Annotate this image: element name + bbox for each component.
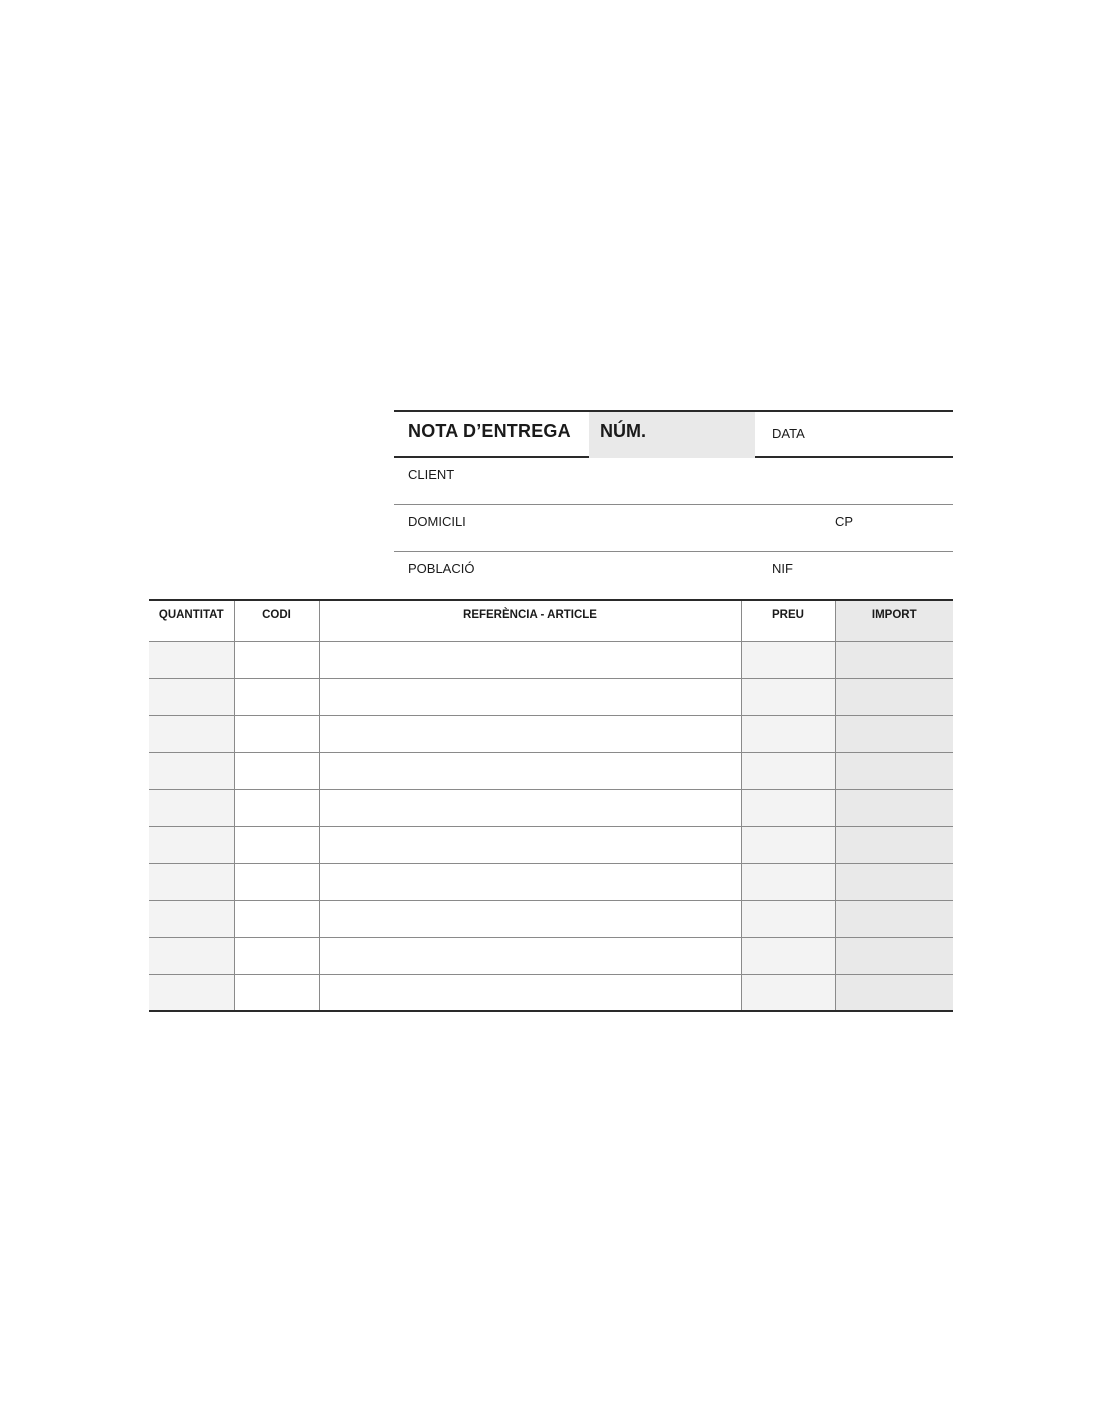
- tax-id-label: NIF: [772, 561, 793, 576]
- quantity-cell[interactable]: [149, 974, 234, 1011]
- price-cell[interactable]: [741, 678, 835, 715]
- code-cell[interactable]: [234, 974, 319, 1011]
- amount-cell[interactable]: [835, 826, 953, 863]
- amount-cell[interactable]: [835, 715, 953, 752]
- amount-cell[interactable]: [835, 789, 953, 826]
- table-row: [149, 641, 953, 678]
- price-cell[interactable]: [741, 863, 835, 900]
- price-cell[interactable]: [741, 974, 835, 1011]
- address-label: DOMICILI: [408, 514, 466, 529]
- code-cell[interactable]: [234, 789, 319, 826]
- table-row: [149, 937, 953, 974]
- quantity-cell[interactable]: [149, 678, 234, 715]
- quantity-cell[interactable]: [149, 937, 234, 974]
- items-table: [149, 599, 953, 1012]
- table-header-row: [149, 600, 953, 641]
- column-header-code: CODI: [234, 600, 319, 641]
- reference-cell[interactable]: [319, 937, 741, 974]
- quantity-cell[interactable]: [149, 641, 234, 678]
- code-cell[interactable]: [234, 900, 319, 937]
- code-cell[interactable]: [234, 752, 319, 789]
- price-cell[interactable]: [741, 715, 835, 752]
- code-cell[interactable]: [234, 937, 319, 974]
- table-row: [149, 900, 953, 937]
- reference-cell[interactable]: [319, 826, 741, 863]
- city-label: POBLACIÓ: [408, 561, 475, 576]
- reference-cell[interactable]: [319, 641, 741, 678]
- quantity-cell[interactable]: [149, 752, 234, 789]
- quantity-cell[interactable]: [149, 900, 234, 937]
- column-header-price: PREU: [741, 600, 835, 641]
- code-cell[interactable]: [234, 826, 319, 863]
- code-cell[interactable]: [234, 678, 319, 715]
- reference-cell[interactable]: [319, 863, 741, 900]
- date-label: DATA: [772, 426, 805, 441]
- reference-cell[interactable]: [319, 715, 741, 752]
- quantity-cell[interactable]: [149, 863, 234, 900]
- price-cell[interactable]: [741, 641, 835, 678]
- code-cell[interactable]: [234, 863, 319, 900]
- postal-code-label: CP: [835, 514, 854, 529]
- table-row: [149, 715, 953, 752]
- reference-cell[interactable]: [319, 678, 741, 715]
- column-header-reference: REFERÈNCIA - ARTICLE: [319, 600, 741, 641]
- column-header-quantity: QUANTITAT: [149, 600, 234, 641]
- code-cell[interactable]: [234, 641, 319, 678]
- client-row[interactable]: [394, 458, 953, 505]
- amount-cell[interactable]: [835, 863, 953, 900]
- amount-cell[interactable]: [835, 752, 953, 789]
- price-cell[interactable]: [741, 826, 835, 863]
- table-row: [149, 789, 953, 826]
- table-row: [149, 678, 953, 715]
- amount-cell[interactable]: [835, 937, 953, 974]
- address-row[interactable]: [394, 505, 953, 552]
- amount-cell[interactable]: [835, 678, 953, 715]
- quantity-cell[interactable]: [149, 789, 234, 826]
- price-cell[interactable]: [741, 752, 835, 789]
- table-row: [149, 752, 953, 789]
- reference-cell[interactable]: [319, 974, 741, 1011]
- price-cell[interactable]: [741, 900, 835, 937]
- reference-cell[interactable]: [319, 752, 741, 789]
- quantity-cell[interactable]: [149, 715, 234, 752]
- amount-cell[interactable]: [835, 900, 953, 937]
- city-row[interactable]: [394, 552, 953, 599]
- document-title: NOTA D’ENTREGA: [408, 421, 571, 441]
- client-label: CLIENT: [408, 467, 455, 482]
- items-body: [149, 641, 953, 1011]
- price-cell[interactable]: [741, 789, 835, 826]
- table-row: [149, 974, 953, 1011]
- delivery-note-header: [394, 410, 953, 599]
- number-label: NÚM.: [600, 421, 646, 441]
- reference-cell[interactable]: [319, 900, 741, 937]
- number-field[interactable]: [589, 412, 755, 458]
- column-header-amount: IMPORT: [835, 600, 953, 641]
- price-cell[interactable]: [741, 937, 835, 974]
- title-row: [394, 410, 953, 458]
- code-cell[interactable]: [234, 715, 319, 752]
- amount-cell[interactable]: [835, 974, 953, 1011]
- quantity-cell[interactable]: [149, 826, 234, 863]
- table-row: [149, 826, 953, 863]
- reference-cell[interactable]: [319, 789, 741, 826]
- table-row: [149, 863, 953, 900]
- amount-cell[interactable]: [835, 641, 953, 678]
